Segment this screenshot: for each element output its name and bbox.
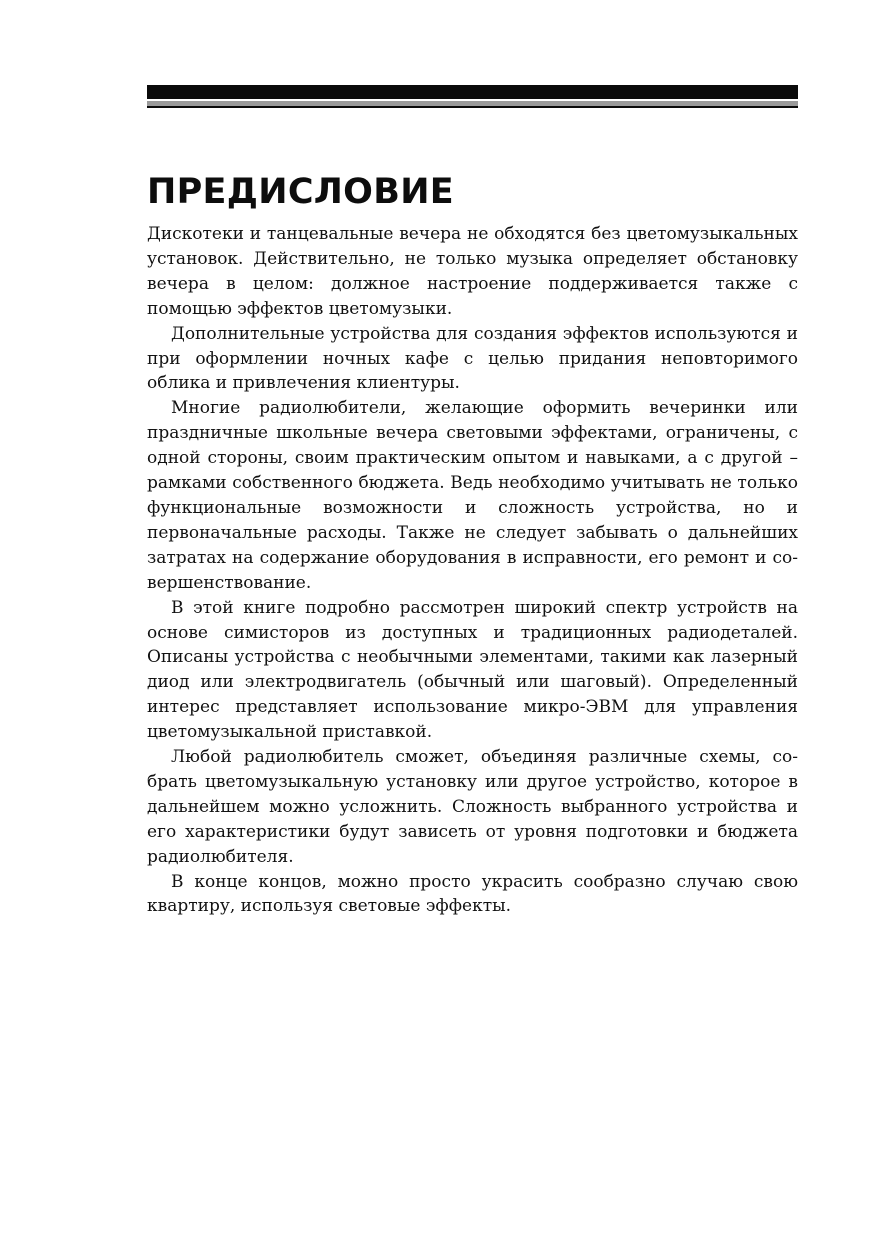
header-rule-thick [147, 85, 798, 99]
paragraph-6: В конце концов, можно просто украсить сообразно случаю свою квартиру, используя световые эффекты. [147, 871, 798, 917]
paragraph-3: Многие радиолюбители, желающие оформить вечеринки или праздничные школьные вечера световыми эффектами, ограничены, с одной стороны, своим практическим опытом и навыками, а с другой – рамками собственного бюджета. Ведь необходимо учитывать не только функциональные возможности и сложность устройства, но и первоначальные расходы. Также не следует забывать о дальнейших затратах на содержание оборудования в исправности, его ремонт и совершенствование. [147, 398, 798, 593]
paragraph-2: Дополнительные устройства для создания эффектов используются и при оформлении ночных кафе с целью придания неповторимого облика и привлечения клиентуры. [147, 323, 798, 394]
page-title: ПРЕДИСЛОВИЕ [147, 172, 455, 212]
header-rule [147, 85, 798, 108]
header-rule-thin [147, 106, 798, 108]
body-text [147, 222, 798, 919]
paragraph-4: В этой книге подробно рассмотрен широкий спектр устройств на основе симисторов из доступных и традиционных радиодеталей. Описаны устройства с необычными элементами, такими как лазерный диод или электродвигатель (обычный или шаговый). Определенный интерес представляет использование микро-ЭВМ для управления цветомузыкальной приставкой. [147, 597, 798, 743]
paragraph-5: Любой радиолюбитель сможет, объединяя различные схемы, собрать цветомузыкальную установку или другое устройство, которое в дальнейшем можно усложнить. Сложность выбранного устройства и его характеристики будут зависеть от уровня подготовки и бюджета радиолюбителя. [147, 747, 798, 867]
paragraph-1: Дискотеки и танцевальные вечера не обходятся без цветомузыкальных установок. Действительно, не только музыка определяет обстановку вечера в целом: должное настроение поддерживается также с помощью эффектов цветомузыки. [147, 224, 798, 319]
